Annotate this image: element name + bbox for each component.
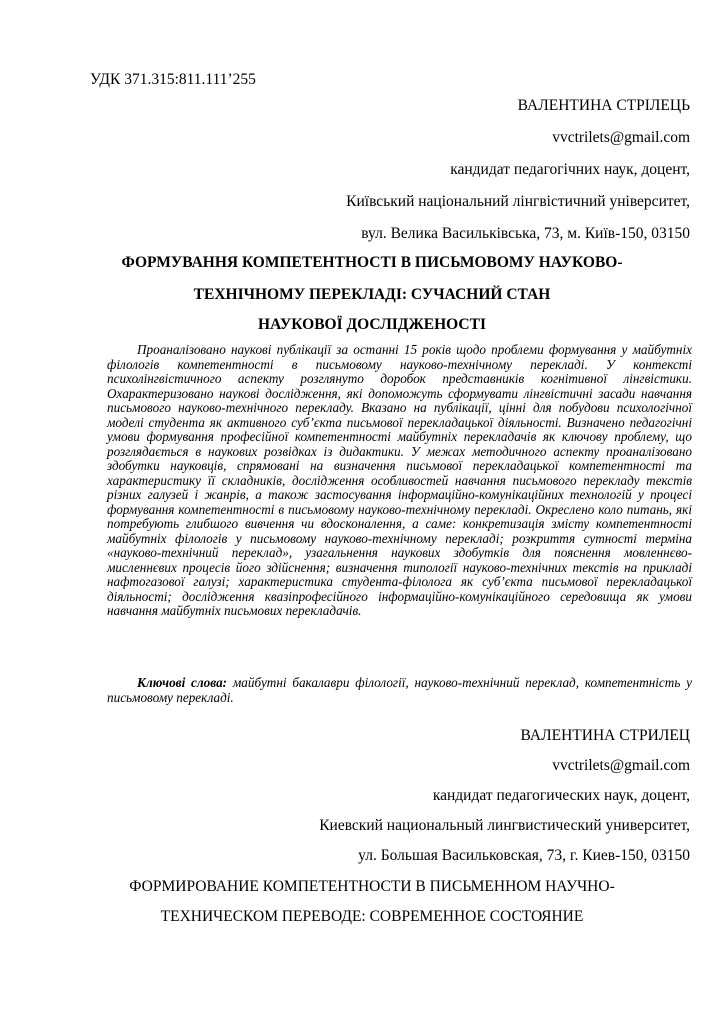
ua-author-name: ВАЛЕНТИНА СТРІЛЕЦЬ [517,97,690,114]
keywords [107,676,692,705]
ua-author-address: вул. Велика Васильківська, 73, м. Київ-150, 03150 [361,225,690,242]
ru-author-degree: кандидат педагогических наук, доцент, [432,787,690,804]
udk-code: УДК 371.315:811.111’255 [90,71,256,88]
keywords-label: Ключові слова: [137,675,228,690]
ru-author-affiliation: Киевский национальный лингвистический университет, [319,817,690,834]
ru-author-name: ВАЛЕНТИНА СТРИЛЕЦ [520,727,690,744]
ua-title-line-3: НАУКОВОЇ ДОСЛІДЖЕНОСТІ [258,316,486,333]
ru-author-address: ул. Большая Васильковская, 73, г. Киев-150, 03150 [358,847,690,864]
ua-author-affiliation: Київський національний лінгвістичний університет, [346,193,690,210]
keywords-text: майбутні бакалаври філології, науково-технічний переклад, компетентність у письмовому перекладі. [107,675,692,705]
ru-title-line-2: ТЕХНИЧЕСКОМ ПЕРЕВОДЕ: СОВРЕМЕННОЕ СОСТОЯНИЕ [160,908,584,925]
abstract: Проаналізовано наукові публікації за останні 15 років щодо проблеми формування у майбутніх філологів компетентності в письмовому науково-технічному перекладі. У контексті психолінгвістичного аспекту розглянуто доробок представників когнітивної лінгвістики. Охарактеризовано наукові дослідження, які допоможуть сформувати лінгвістичні засади навчання письмового науково-технічного перекладу. Вказано на публікації, цінні для побудови психологічної моделі студента як активного суб’єкта письмової перекладацької діяльності. Визначено педагогічні умови формування професійної компетентності майбутніх перекладачів як ключову проблему, що розглядається в наукових розвідках із дидактики. У межах методичного аспекту проаналізовано здобутки науковців, спрямовані на визначення письмової перекладацької компетентності та характеристику її складників, дослідження особливостей навчання письмового перекладу текстів різних галузей і жанрів, а також застосування інформаційно-комунікаційних технологій у процесі формування компетентності в письмовому науково-технічному перекладі. Окреслено коло питань, які потребують глибшого вивчення чи вдосконалення, а саме: конкретизація змісту компетентності майбутніх філологів у письмовому науково-технічному перекладі; розкриття сутності терміна «науково-технічний переклад», узагальнення наукових здобутків для пояснення мовленнєво-мисленнєвих процесів його здійснення; визначення типології науково-технічних текстів на прикладі нафтогазової галузі; характеристика студента-філолога як суб’єкта письмової перекладацької діяльності; дослідження квазіпрофесійного інформаційно-комунікаційного середовища як умови навчання майбутніх письмових перекладачів. [107,342,692,618]
ru-author-email: vvctrilets@gmail.com [552,757,690,774]
ua-title-line-2: ТЕХНІЧНОМУ ПЕРЕКЛАДІ: СУЧАСНИЙ СТАН [193,286,551,303]
ua-author-email: vvctrilets@gmail.com [552,129,690,146]
ru-title-line-1: ФОРМИРОВАНИЕ КОМПЕТЕНТНОСТИ В ПИСЬМЕННОМ НАУЧНО- [129,878,615,895]
ua-author-degree: кандидат педагогічних наук, доцент, [450,161,690,178]
ua-title-line-1: ФОРМУВАННЯ КОМПЕТЕНТНОСТІ В ПИСЬМОВОМУ НАУКОВО- [121,254,623,271]
